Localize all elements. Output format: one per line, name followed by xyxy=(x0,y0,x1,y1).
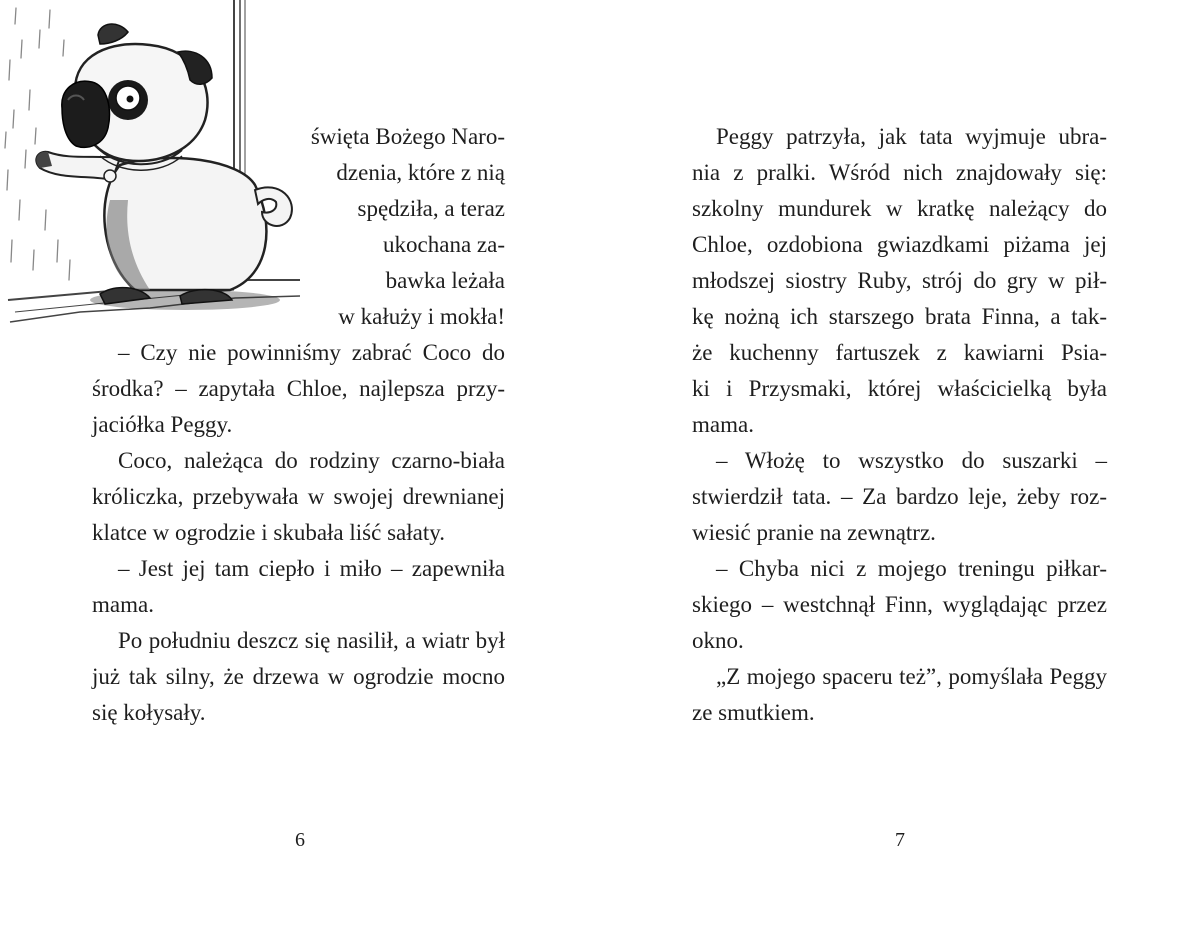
wrap-line: spędziła, a teraz xyxy=(357,196,505,221)
text-line: stwierdził tata. – Za bardzo leje, żeby roz- xyxy=(692,484,1107,509)
text-line: króliczka, przebywała w swojej drewnianej xyxy=(92,484,505,509)
text-line: wiesić pranie na zewnątrz. xyxy=(692,520,936,545)
wrap-line: ukochana za- xyxy=(383,232,505,257)
right-page xyxy=(600,0,1200,946)
text-line: – Włożę to wszystko do suszarki – xyxy=(716,448,1107,473)
text-line: środka? – zapytała Chloe, najlepsza przy- xyxy=(92,376,505,401)
text-line: – Jest jej tam ciepło i miło – zapewniła xyxy=(118,556,505,581)
pug-dog-by-rainy-window-illustration xyxy=(0,0,300,335)
text-line: Coco, należąca do rodziny czarno-biała xyxy=(118,448,505,473)
text-line: szkolny mundurek w kratkę należący do xyxy=(692,196,1107,221)
text-line: klatce w ogrodzie i skubała liść sałaty. xyxy=(92,520,445,545)
page-number: 7 xyxy=(895,829,905,851)
text-line: ze smutkiem. xyxy=(692,700,815,725)
text-line: ki i Przysmaki, której właścicielką była xyxy=(692,376,1107,401)
text-line: – Chyba nici z mojego treningu piłkar- xyxy=(716,556,1107,581)
wrap-line: bawka leżała xyxy=(385,268,505,293)
text-line: jaciółka Peggy. xyxy=(92,412,233,437)
text-line: Chloe, ozdobiona gwiazdkami piżama jej xyxy=(692,232,1107,257)
text-line: że kuchenny fartuszek z kawiarni Psia- xyxy=(692,340,1107,365)
text-line: Po południu deszcz się nasilił, a wiatr był xyxy=(118,628,505,653)
text-line: młodszej siostry Ruby, strój do gry w pił- xyxy=(692,268,1107,293)
text-line: mama. xyxy=(692,412,754,437)
text-line: skiego – westchnął Finn, wyglądając przez xyxy=(692,592,1107,617)
page-number: 6 xyxy=(295,829,305,851)
text-line: mama. xyxy=(92,592,154,617)
wrap-line: święta Bożego Naro- xyxy=(310,124,505,149)
wrap-line: w kałuży i mokła! xyxy=(338,304,505,329)
text-line: kę nożną ich starszego brata Finna, a tak- xyxy=(692,304,1107,329)
wrap-line: dzenia, które z nią xyxy=(336,160,505,185)
text-line: Peggy patrzyła, jak tata wyjmuje ubra- xyxy=(716,124,1107,149)
text-line: już tak silny, że drzewa w ogrodzie mocno xyxy=(92,664,505,689)
text-line: okno. xyxy=(692,628,744,653)
text-line: „Z mojego spaceru też”, pomyślała Peggy xyxy=(716,664,1107,689)
text-line: – Czy nie powinniśmy zabrać Coco do xyxy=(118,340,505,365)
text-line: się kołysały. xyxy=(92,700,206,725)
text-line: nia z pralki. Wśród nich znajdowały się: xyxy=(692,160,1107,185)
